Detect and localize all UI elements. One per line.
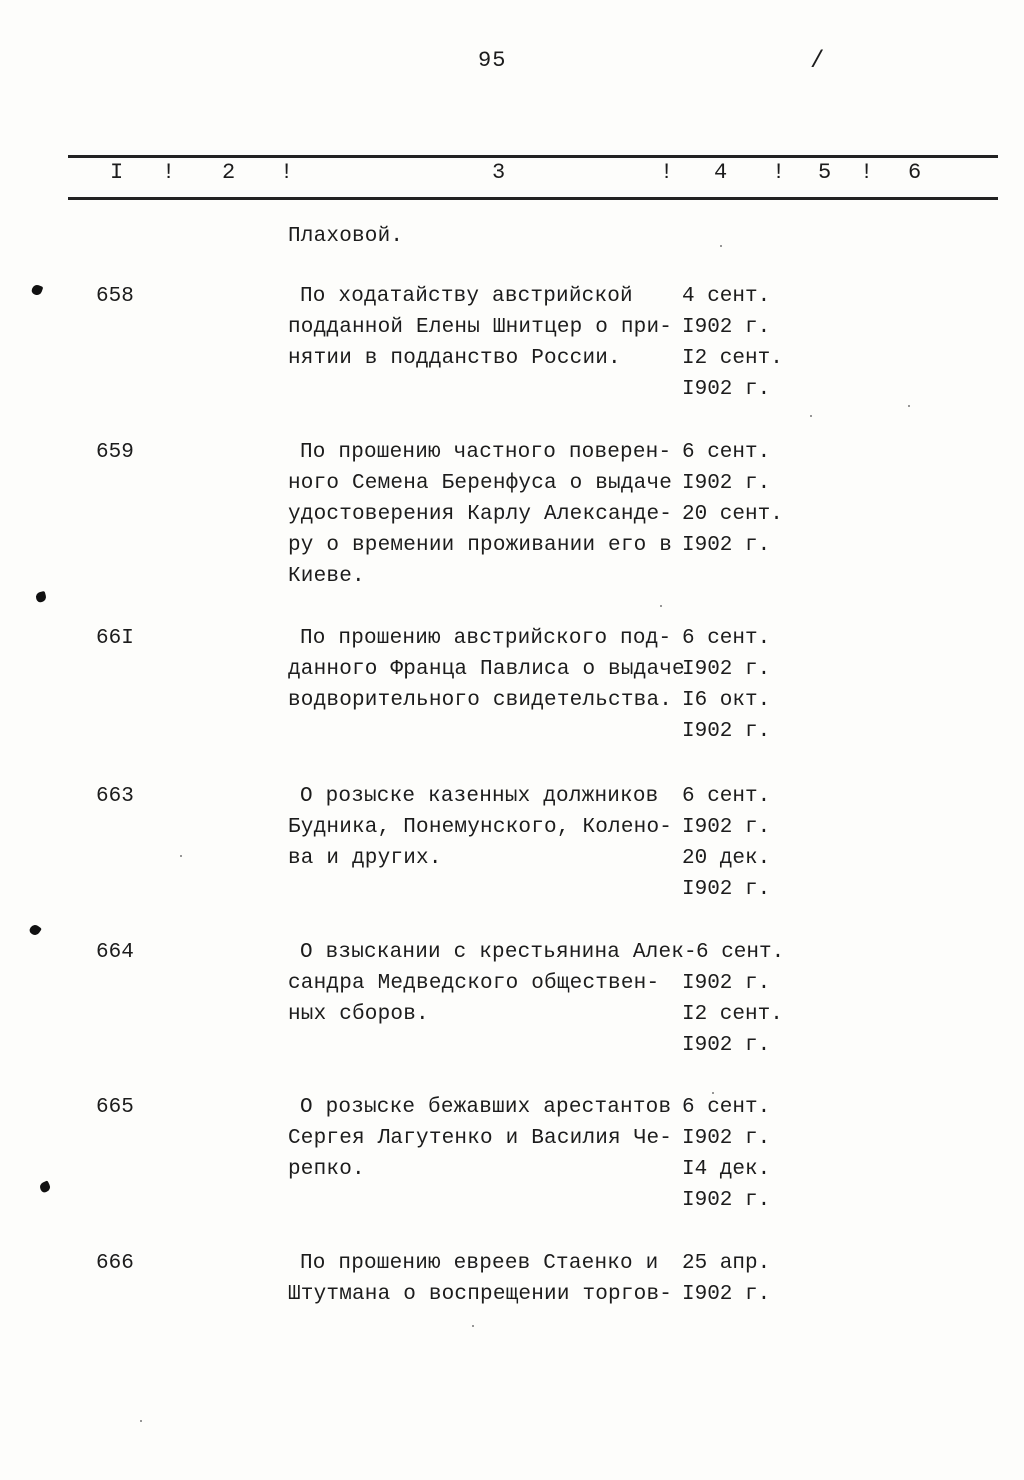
- entry-number: 659: [96, 441, 134, 464]
- column-2-header: 2: [222, 160, 236, 185]
- entry-end-date: I6 окт.: [682, 689, 771, 712]
- entry-end-year: I902 г.: [682, 1189, 771, 1212]
- column-6-header: 6: [908, 160, 922, 185]
- entry-start-year: I902 г.: [682, 816, 771, 839]
- continuation-text: Плаховой.: [288, 225, 404, 248]
- entry-start-date: 6 сент.: [682, 627, 771, 650]
- entry-description-line: О розыске казенных должников: [300, 785, 659, 808]
- column-separator: !: [660, 160, 674, 185]
- ink-blot: [35, 591, 47, 603]
- entry-description-line: удостоверения Карлу Александе-: [288, 503, 673, 526]
- entry-description-line: По прошению австрийского под-: [300, 627, 672, 650]
- entry-description-line: По прошению евреев Стаенко и: [300, 1252, 659, 1275]
- entry-description-line: О розыске бежавших арестантов: [300, 1096, 672, 1119]
- entry-description-line: данного Франца Павлиса о выдаче: [288, 658, 685, 681]
- column-5-header: 5: [818, 160, 832, 185]
- ink-blot: [28, 923, 42, 937]
- entry-start-year: I902 г.: [682, 1283, 771, 1306]
- entry-end-date: I2 сент.: [682, 1003, 783, 1026]
- column-4-header: 4: [714, 160, 728, 185]
- speck: [720, 245, 722, 247]
- entry-number: 658: [96, 285, 134, 308]
- entry-end-year: I902 г.: [682, 378, 771, 401]
- entry-start-date: 4 сент.: [682, 285, 771, 308]
- entry-start-date: 6 сент.: [682, 441, 771, 464]
- entry-start-date: 6 сент.: [682, 785, 771, 808]
- speck: [908, 405, 910, 407]
- speck: [472, 1325, 474, 1327]
- entry-description-line: Штутмана о воспрещении торгов-: [288, 1283, 673, 1306]
- entry-description-line: Будника, Понемунского, Колено-: [288, 816, 673, 839]
- entry-number: 66I: [96, 627, 134, 650]
- entry-start-date: 25 апр.: [682, 1252, 771, 1275]
- entry-description-line: Киеве.: [288, 565, 365, 588]
- column-separator: !: [162, 160, 176, 185]
- column-3-header: 3: [492, 160, 506, 185]
- page-number: 95: [478, 48, 507, 73]
- header-rule-bottom: [68, 197, 998, 200]
- entry-end-date: I4 дек.: [682, 1158, 771, 1181]
- entry-number: 664: [96, 941, 134, 964]
- entry-description-line: репко.: [288, 1158, 365, 1181]
- entry-start-year: I902 г.: [682, 658, 771, 681]
- entry-description-line: По ходатайству австрийской: [300, 285, 633, 308]
- entry-start-date: 6 сент.: [682, 1096, 771, 1119]
- entry-end-date: I2 сент.: [682, 347, 783, 370]
- entry-description-line: сандра Медведского обществен-: [288, 972, 660, 995]
- speck: [660, 605, 662, 607]
- entry-start-year: I902 г.: [682, 1127, 771, 1150]
- entry-description-line: ного Семена Беренфуса о выдаче: [288, 472, 673, 495]
- entry-description-line: Сергея Лагутенко и Василия Че-: [288, 1127, 673, 1150]
- entry-start-year: I902 г.: [682, 472, 771, 495]
- entry-end-year: I902 г.: [682, 878, 771, 901]
- entry-description-line: ных сборов.: [288, 1003, 429, 1026]
- entry-description-line: нятии в подданство России.: [288, 347, 621, 370]
- speck: [712, 1092, 714, 1094]
- entry-description-line: ва и других.: [288, 847, 442, 870]
- entry-start-year: I902 г.: [682, 972, 771, 995]
- column-separator: !: [772, 160, 786, 185]
- entry-end-year: I902 г.: [682, 720, 771, 743]
- entry-description-line: ру о времении проживании его в: [288, 534, 673, 557]
- ink-blot: [38, 1180, 51, 1193]
- column-separator: !: [860, 160, 874, 185]
- entry-end-date: 20 дек.: [682, 847, 771, 870]
- speck: [140, 1420, 142, 1422]
- entry-description-line: водворительного свидетельства.: [288, 689, 673, 712]
- column-1-header: I: [110, 160, 124, 185]
- ink-blot: [31, 284, 44, 297]
- entry-end-date: 20 сент.: [682, 503, 783, 526]
- entry-start-date: 6 сент.: [696, 941, 785, 964]
- entry-number: 666: [96, 1252, 134, 1275]
- entry-description-line: подданной Елены Шнитцер о при-: [288, 316, 673, 339]
- entry-number: 663: [96, 785, 134, 808]
- entry-description-line: По прошению частного поверен-: [300, 441, 672, 464]
- entry-start-year: I902 г.: [682, 316, 771, 339]
- header-rule-top: [68, 155, 998, 158]
- speck: [810, 415, 812, 417]
- entry-end-year: I902 г.: [682, 534, 771, 557]
- column-separator: !: [280, 160, 294, 185]
- slash-mark: /: [810, 48, 825, 75]
- speck: [180, 855, 182, 857]
- entry-description-line: О взыскании с крестьянина Алек-: [300, 941, 697, 964]
- entry-end-year: I902 г.: [682, 1034, 771, 1057]
- entry-number: 665: [96, 1096, 134, 1119]
